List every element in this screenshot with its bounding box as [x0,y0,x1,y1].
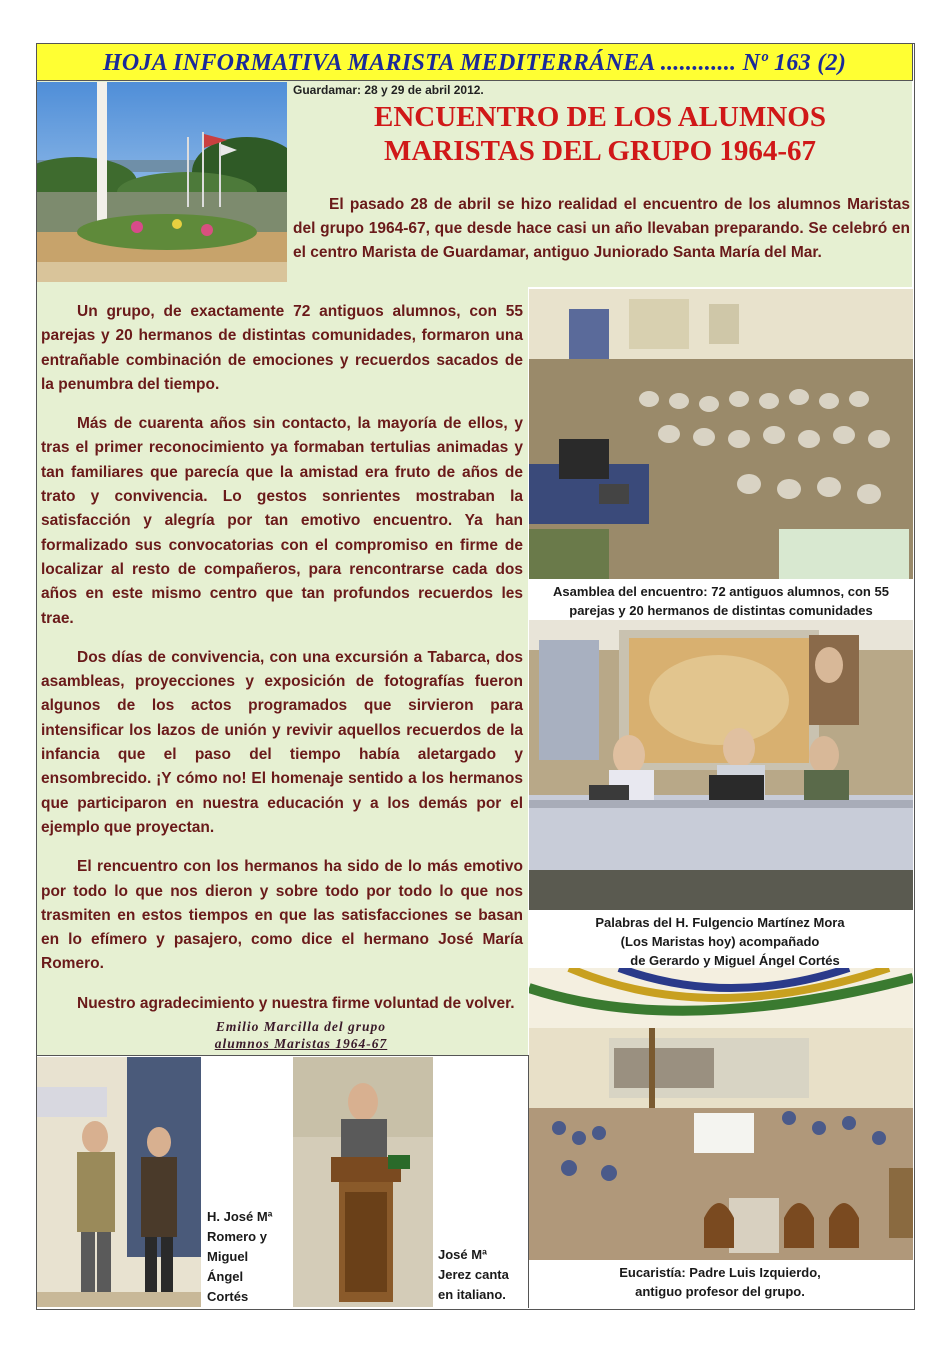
paragraph: Nuestro agradecimiento y nuestra firme voluntad de volver. [77,994,515,1012]
brothers-caption-line: Romero y [207,1229,267,1244]
mass-caption [560,1263,880,1301]
newsletter-header [36,43,913,81]
author-signature [168,1018,434,1052]
mass-photo [529,968,913,1260]
intro-text: El pasado 28 de abril se hizo realidad el encuentro de los alumnos Maristas del grupo 1964-67, que desde hace casi un año llevaban preparando. Se celebró en el centro Marista de Guardamar, antiguo Juniorado Santa María del Mar. [293,196,910,261]
signature-line-1: Emilio Marcilla del grupo [215,1019,387,1034]
paragraph: Un grupo, de exactamente 72 antiguos alumnos, con 55 parejas y 20 hermanos de distintas comunidades, formaron una entrañable combinación de emociones y recuerdos sacados de la penumbra del tiempo. [41,303,523,393]
article-body [41,300,523,1031]
newsletter-title: HOJA INFORMATIVA MARISTA MEDITERRÁNEA ............ Nº 163 (2) [102,50,847,76]
paragraph: Dos días de convivencia, con una excursión a Tabarca, dos asambleas, proyecciones y exposición de fotografías fueron algunos de los actos programados que sirvieron para intensificar los lazos de unión y revivir aquellos recuerdos de la infancia que el paso del tiempo había aletargado y ensombrecido. ¡Y cómo no! El homenaje sentido a los hermanos que participaron en nuestra educación y a los demás por el ejemplo que proyectan. [41,648,523,836]
singer-photo [293,1057,433,1307]
singer-caption-line: José Mª [438,1247,487,1262]
mass-caption-line-1: Eucaristía: Padre Luis Izquierdo, [619,1265,821,1280]
brothers-caption [207,1207,287,1307]
speech-photo [529,620,913,910]
column-divider [528,1055,529,1308]
brothers-caption-line: Miguel [207,1249,249,1264]
paragraph: El rencuentro con los hermanos ha sido de lo más emotivo por todo lo que nos dieron y sobre todo por todo lo que nos trasmiten en estos tiempos en que las satisfacciones se basan en lo efímero y pasajero, como dice el hermano José María Romero. [41,858,523,973]
article-title-line-2: MARISTAS DEL GRUPO 1964-67 [383,135,817,167]
speech-caption-line-1: Palabras del H. Fulgencio Martínez Mora [595,915,845,930]
speech-caption-line-3: de Gerardo y Miguel Ángel Cortés [630,953,840,968]
brothers-caption-line: H. José Mª [207,1209,273,1224]
signature-line-2: alumnos Maristas 1964-67 [214,1036,388,1051]
article-title-line-1: ENCUENTRO DE LOS ALUMNOS [374,101,826,133]
intro-paragraph [293,193,910,265]
brothers-photo [37,1057,201,1307]
singer-caption-line: en italiano. [438,1287,506,1302]
speech-caption-line-2: (Los Maristas hoy) acompañado [620,934,820,949]
event-date: Guardamar: 28 y 29 de abril 2012. [293,83,484,97]
singer-caption-line: Jerez canta [438,1267,509,1282]
speech-caption [555,913,885,970]
singer-caption [438,1245,528,1305]
article-title [300,100,900,168]
brothers-caption-line: Ángel [207,1269,244,1284]
guardamar-center-photo [37,82,287,282]
assembly-caption-line-2: parejas y 20 hermanos de distintas comunidades [569,603,873,618]
assembly-caption-line-1: Asamblea del encuentro: 72 antiguos alumnos, con 55 [553,584,889,599]
brothers-caption-line: Cortés [207,1289,249,1304]
assembly-caption [529,582,913,620]
bottom-divider [37,1055,528,1056]
paragraph: Más de cuarenta años sin contacto, la mayoría de ellos, y tras el primer reconocimiento ya formaban tertulias animadas y tan familiares que parecía que la amistad era fruto de años de trato y convivencia. Lo gestos sonrientes mostraban la satisfacción y alegría por tan emotivo encuentro. Ya han formalizado sus convocatorias con el compromiso en firme de localizar al resto de compañeros, para rencontrarse cada dos años en este mismo centro que tan profundos recuerdos les trae. [41,415,523,627]
mass-caption-line-2: antiguo profesor del grupo. [635,1284,805,1299]
assembly-photo [529,289,913,579]
